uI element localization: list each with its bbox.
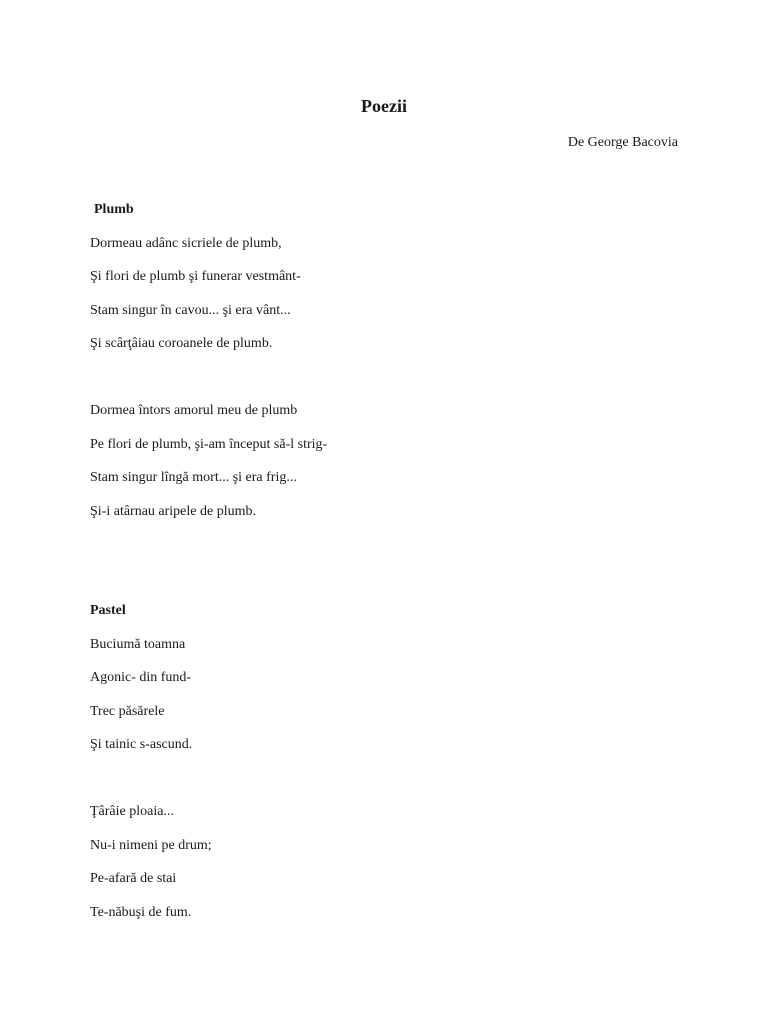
verse-line: Dormea întors amorul meu de plumb (90, 403, 298, 418)
verse-line: Dormeau adânc sicriele de plumb, (90, 235, 282, 251)
document-title: Poezii (361, 96, 407, 116)
poem-pastel (90, 602, 212, 937)
author-line: De George Bacovia (567, 135, 678, 150)
verse-line: Agonic- din fund- (90, 670, 192, 685)
verse-line: Ţârâie ploaia... (90, 804, 174, 819)
verse-line: Nu-i nimeni pe drum; (90, 837, 212, 853)
verse-line: Te-năbuşi de fum. (90, 904, 192, 920)
verse-line: Pe-afară de stai (90, 871, 177, 886)
verse-line: Şi flori de plumb şi funerar vestmânt- (90, 269, 301, 284)
verse-line: Şi tainic s-ascund. (90, 737, 193, 752)
verse-line: Pe flori de plumb, şi-am început să-l strig- (90, 436, 328, 452)
stanza-gap (90, 369, 327, 403)
stanza (90, 235, 327, 369)
stanza (90, 636, 212, 770)
verse-line: Buciumă toamna (90, 636, 186, 652)
poem-plumb (90, 201, 327, 536)
verse-line: Stam singur lîngă mort... şi era frig... (90, 470, 297, 485)
verse-line: Şi scârţâiau coroanele de plumb. (90, 336, 273, 351)
verse-line: Şi-i atârnau aripele de plumb. (90, 503, 256, 519)
stanza-gap (90, 770, 212, 804)
verse-line: Trec păsărele (90, 703, 165, 719)
poem-title: Pastel (90, 603, 126, 618)
poem-title: Plumb (94, 202, 134, 217)
verse-line: Stam singur în cavou... şi era vânt... (90, 302, 291, 318)
stanza (90, 803, 212, 937)
stanza (90, 402, 327, 536)
